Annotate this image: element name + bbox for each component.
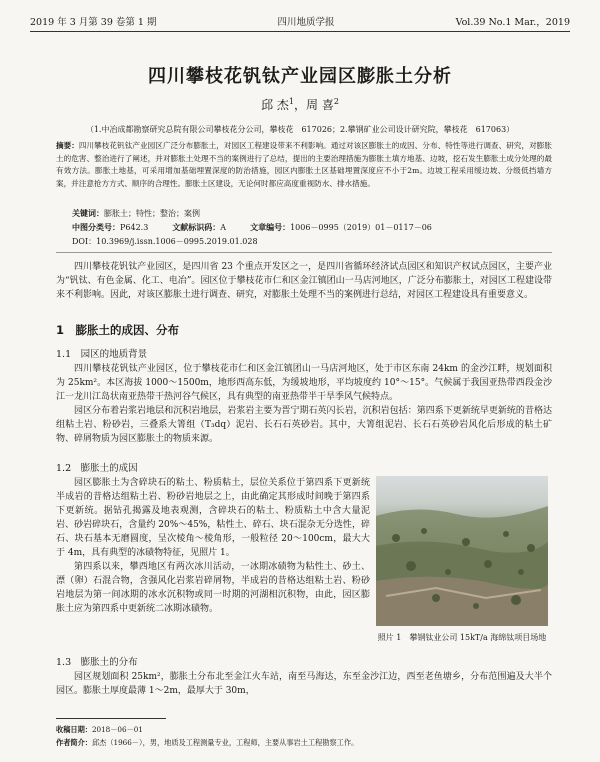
subsection-number: 1.3	[56, 657, 72, 668]
section-1-heading	[56, 322, 179, 338]
subsection-1-2-heading	[56, 460, 138, 474]
journal-name: 四川地质学报	[277, 17, 335, 28]
doc-code-label: 文献标识码：	[172, 223, 221, 232]
author-bio-text: 邱杰（1966－），男，地质及工程测量专业，工程师，主要从事岩土工程勘察工作。	[91, 738, 359, 747]
doi-line: DOI：10.3969/j.issn.1006－0995.2019.01.028	[72, 237, 258, 246]
subsection-number: 1.1	[56, 349, 72, 360]
subsection-1-3-heading	[56, 654, 138, 668]
paragraph: 园区规划面积 25km²，膨胀土分布北至金江火车站，南至马海达，东至金沙江边，西至老鱼塘乡，分布范围遍及大半个园区。膨胀土厚度最薄 1～2m，最厚大于 30m，	[56, 672, 552, 696]
site-photo	[376, 476, 548, 626]
footnote-rule	[56, 718, 166, 719]
clc-label: 中图分类号：	[72, 223, 120, 232]
subsection-number: 1.2	[56, 463, 72, 474]
issue-info-left: 2019 年 3 月第 39 卷第 1 期	[30, 17, 157, 28]
hillside-illustration	[376, 476, 548, 626]
author-mark: 1	[288, 97, 294, 106]
article-no-label: 文章编号：	[250, 223, 291, 232]
section-title: 膨胀土的成因、分布	[75, 323, 180, 337]
intro-block	[56, 260, 552, 302]
subsection-1-3-body	[56, 670, 552, 698]
author-bio	[56, 737, 552, 748]
subsection-title: 园区的地质背景	[80, 349, 148, 360]
subsection-title: 膨胀土的成因	[80, 463, 138, 474]
doc-code-value: A	[220, 223, 227, 232]
paragraph: 园区膨胀土为含碎块石的粘土、粉质粘土，层位关系位于第四系下更新统半成岩的昔格达组粘土岩、粉砂岩地层之上，由此确定其形成时间晚于第四系下更新统。据钻孔揭露及地表观测，含碎块石的粘土、粉质粘土中含大量泥岩、砂岩碎块石，含量约 20%～45%，粘性土、碎石、块石混杂无分选性，碎石、块石基本无磨圆度，呈次棱角～棱角形，一般粒径 20～100cm，最大大于 4m，具有典型的冰碛物特征，见照片 1。	[56, 478, 370, 558]
classification-line	[72, 222, 432, 233]
running-header	[30, 14, 570, 28]
abstract	[56, 140, 552, 190]
paragraph: 四川攀枝花钒钛产业园区，位于攀枝花市仁和区金江镇团山一马店河地区，处于市区东南 24km 的金沙江畔，规划面积为 25km²。本区海拔 1000～1500m，地形西高东低，为缓坡地形，平均坡度约 10°～15°。气候属于我国亚热带西段金沙江一龙川江岛状南亚热带干热河谷气候区，具有典型的南亚热带半干旱季风气候特点。	[56, 364, 552, 402]
received-date	[56, 724, 552, 735]
photo-caption: 照片 1 攀钢钛业公司 15kT/a 海绵钛项目场地	[377, 633, 547, 642]
clc-value: P642.3	[120, 223, 149, 232]
author-name: 周 喜	[306, 98, 334, 112]
paper-title: 四川攀枝花钒钛产业园区膨胀土分析	[148, 66, 452, 87]
subsection-1-2-body	[56, 476, 370, 616]
intro-paragraph: 四川攀枝花钒钛产业园区，是四川省 23 个重点开发区之一，是四川省循环经济试点园区和知识产权试点园区，主要产业为“钒钛、有色金属、化工、电冶”。园区位于攀枝花市仁和区金江镇团山一马店河地区，广泛分布膨胀土，对园区工程建设带来不利影响。因此，对该区膨胀土进行调查、研究，对膨胀土处理不当的案例进行总结，对园区工程建设具有重要意义。	[56, 262, 552, 300]
author-line: 邱 杰$^1$，周 喜$^2$	[261, 97, 339, 112]
header-rule	[30, 31, 570, 32]
abstract-text: 四川攀枝花钒钛产业园区广泛分布膨胀土，对园区工程建设带来不利影响。通过对该区膨胀土的成因、分布、特性等进行调查、研究，对膨胀土的危害、整治进行了阐述，并对膨胀土处理不当的案例进行了总结，提出的主要治理措施为膨胀土填方地基、边坡，挖石发生膨胀土成分处理的最有效方法。膨胀土地基，可采用增加基础埋置深度的防治措施，园区内膨胀土区基础埋置深度应不小于2m。边坡工程采用缓边坡、分级低挡墙方案，并注意抢方方式、顺序的合理性。膨胀土区建设，无论何时都应高度重视防水、排水措施。	[56, 141, 553, 188]
article-no-value: 1006－0995（2019）01－0117－06	[290, 223, 432, 232]
issue-info-right: Vol.39 No.1 Mar.，2019	[455, 17, 570, 28]
keywords-label: 关键词：	[72, 209, 104, 218]
subsection-1-1-body	[56, 362, 552, 446]
paragraph: 园区分布着岩浆岩地层和沉积岩地层，岩浆岩主要为晋宁期石英闪长岩，沉积岩包括：第四系下更新统早更新统的昔格达组粘土岩、粉砂岩，三叠系大箐组（T₃dq）泥岩、长石石英砂岩。其中，大箐组泥岩、长石石英砂岩风化后形成的粘土矿物、碎屑物质为园区膨胀土的物质来源。	[56, 406, 552, 444]
affiliation: （1.中冶成都勘察研究总院有限公司攀枝花分公司，攀枝花 617026；2.攀钢矿业公司设计研究院，攀枝花 617063）	[85, 125, 515, 134]
author-name: 邱 杰	[261, 98, 289, 112]
received-label: 收稿日期：	[56, 725, 92, 734]
section-number: 1	[56, 323, 65, 337]
subsection-title: 膨胀土的分布	[80, 657, 138, 668]
keywords-text: 膨胀土；特性；整治；案例	[104, 209, 200, 218]
received-value: 2018－06－01	[91, 725, 143, 734]
abstract-label: 摘要：	[56, 141, 79, 150]
subsection-1-1-heading	[56, 346, 147, 360]
paragraph: 第四系以来，攀西地区有两次冰川活动，一冰期冰碛物为粘性土、砂土、漂（卵）石混合物，含强风化岩浆岩碎屑物，半成岩的昔格达组粘土岩、粉砂岩地层为第一间冰期的冰水沉积物或同一时期的河湖相沉积物，由此，园区膨胀土应为第四系中更新统二冰期冰碛物。	[56, 562, 370, 614]
abstract-separator	[56, 252, 552, 253]
keywords	[72, 208, 200, 219]
author-bio-label: 作者简介：	[56, 738, 92, 747]
author-mark: 2	[333, 97, 339, 106]
